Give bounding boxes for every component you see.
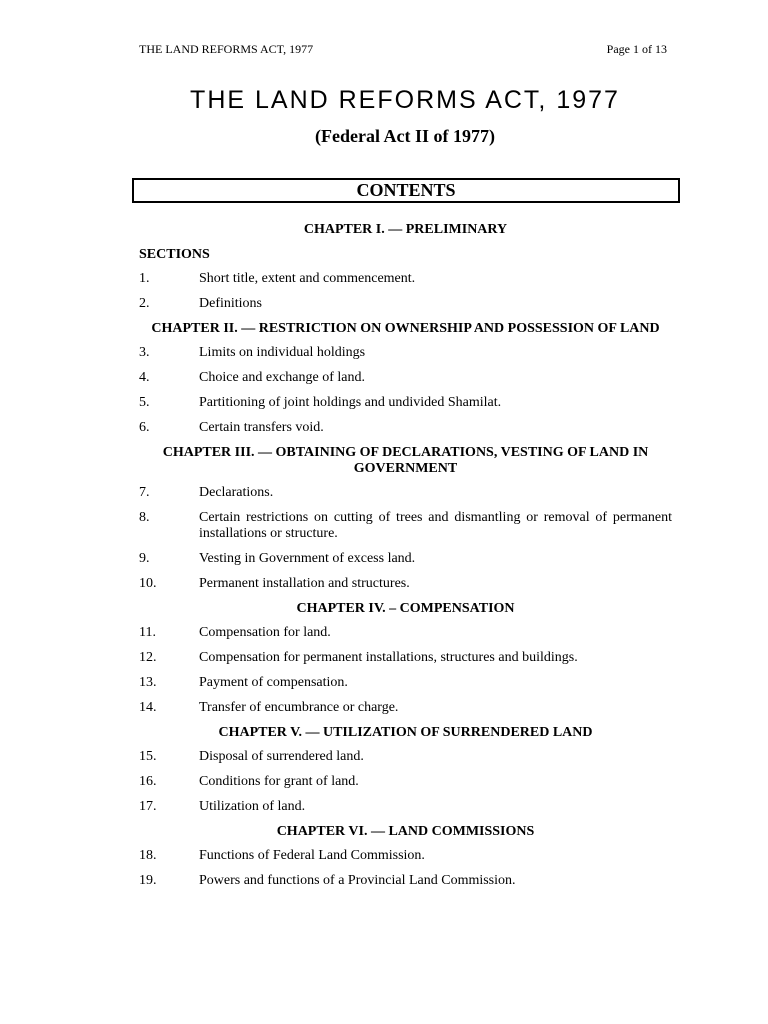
section-title: Vesting in Government of excess land. bbox=[199, 551, 416, 566]
toc-entry bbox=[139, 799, 672, 815]
page-number: Page 1 of 13 bbox=[606, 42, 667, 56]
toc-entry bbox=[139, 370, 672, 386]
section-number: 15. bbox=[139, 749, 157, 764]
section-number: 9. bbox=[139, 551, 150, 566]
toc-entry bbox=[139, 774, 672, 790]
section-number: 16. bbox=[139, 774, 157, 789]
toc-entry bbox=[139, 848, 672, 864]
section-title: Partitioning of joint holdings and undivided Shamilat. bbox=[199, 395, 502, 410]
toc-entry bbox=[139, 700, 672, 716]
section-title: Utilization of land. bbox=[199, 799, 306, 814]
section-title: Certain restrictions on cutting of trees and dismantling or removal of permanent installations or structure. bbox=[199, 510, 672, 541]
section-title: Permanent installation and structures. bbox=[199, 576, 410, 591]
chapter-heading: CHAPTER I. — PRELIMINARY bbox=[303, 222, 508, 237]
section-number: 6. bbox=[139, 420, 150, 435]
section-title: Short title, extent and commencement. bbox=[199, 271, 416, 286]
contents-heading: CONTENTS bbox=[132, 178, 680, 203]
toc-entry bbox=[139, 345, 672, 361]
section-title: Choice and exchange of land. bbox=[199, 370, 365, 385]
section-title: Compensation for land. bbox=[199, 625, 331, 640]
section-title: Powers and functions of a Provincial Land Commission. bbox=[199, 873, 516, 888]
section-number: 13. bbox=[139, 675, 157, 690]
section-title: Disposal of surrendered land. bbox=[199, 749, 364, 764]
section-title: Definitions bbox=[199, 296, 262, 311]
section-number: 11. bbox=[139, 625, 156, 640]
section-number: 5. bbox=[139, 395, 150, 410]
section-number: 18. bbox=[139, 848, 157, 863]
section-number: 10. bbox=[139, 576, 157, 591]
section-title: Certain transfers void. bbox=[199, 420, 324, 435]
toc-entry bbox=[139, 271, 672, 287]
section-number: 2. bbox=[139, 296, 150, 311]
chapter-heading: CHAPTER IV. – COMPENSATION bbox=[296, 601, 515, 616]
section-number: 1. bbox=[139, 271, 150, 286]
section-title: Functions of Federal Land Commission. bbox=[199, 848, 425, 863]
running-header bbox=[139, 42, 667, 57]
table-of-contents bbox=[139, 222, 672, 898]
section-title: Transfer of encumbrance or charge. bbox=[199, 700, 399, 715]
section-title: Compensation for permanent installations, structures and buildings. bbox=[199, 650, 578, 665]
section-number: 12. bbox=[139, 650, 157, 665]
chapter-heading: CHAPTER VI. — LAND COMMISSIONS bbox=[276, 824, 535, 839]
chapter-heading: CHAPTER II. — RESTRICTION ON OWNERSHIP AND POSSESSION OF LAND bbox=[151, 321, 660, 336]
section-number: 19. bbox=[139, 873, 157, 888]
toc-entry bbox=[139, 551, 672, 567]
section-number: 4. bbox=[139, 370, 150, 385]
section-number: 7. bbox=[139, 485, 150, 500]
section-title: Declarations. bbox=[199, 485, 274, 500]
toc-entry bbox=[139, 625, 672, 641]
section-number: 17. bbox=[139, 799, 157, 814]
chapter-heading: CHAPTER V. — UTILIZATION OF SURRENDERED LAND bbox=[218, 725, 593, 740]
toc-entry bbox=[139, 420, 672, 436]
running-header-title: THE LAND REFORMS ACT, 1977 bbox=[139, 42, 314, 56]
chapter-heading: CHAPTER III. — OBTAINING OF DECLARATIONS, VESTING OF LAND IN GOVERNMENT bbox=[162, 445, 649, 476]
section-title: Conditions for grant of land. bbox=[199, 774, 359, 789]
toc-entry bbox=[139, 485, 672, 501]
toc-entry bbox=[139, 296, 672, 312]
section-title: Limits on individual holdings bbox=[199, 345, 366, 360]
document-subtitle: (Federal Act II of 1977) bbox=[315, 126, 495, 146]
toc-entry bbox=[139, 873, 672, 889]
document-title: THE LAND REFORMS ACT, 1977 bbox=[190, 86, 620, 114]
toc-entry bbox=[139, 576, 672, 592]
toc-entry bbox=[139, 510, 672, 542]
sections-label: SECTIONS bbox=[139, 247, 210, 262]
section-number: 14. bbox=[139, 700, 157, 715]
section-number: 8. bbox=[139, 510, 150, 525]
section-number: 3. bbox=[139, 345, 150, 360]
toc-entry bbox=[139, 749, 672, 765]
section-title: Payment of compensation. bbox=[199, 675, 348, 690]
toc-entry bbox=[139, 395, 672, 411]
toc-entry bbox=[139, 650, 672, 666]
toc-entry bbox=[139, 675, 672, 691]
